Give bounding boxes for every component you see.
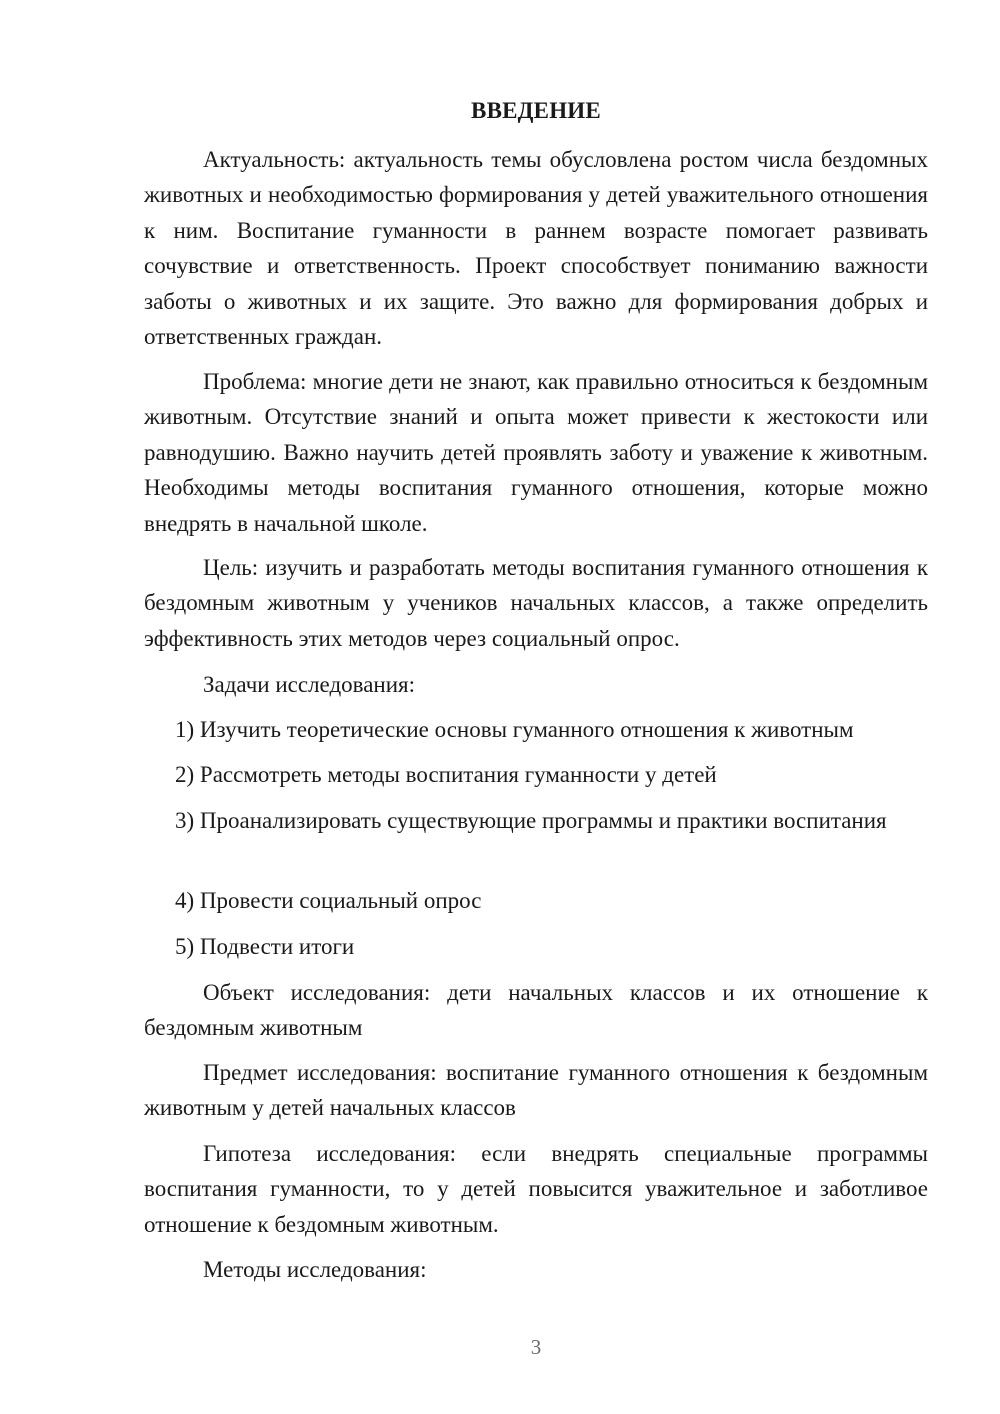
- problem-paragraph: Проблема: многие дети не знают, как правильно относиться к бездомным животным. Отсутствие знаний и опыта может привести к жестокости или равнодушию. Важно научить детей проявлять заботу и уважение к животным. Необходимы методы воспитания гуманного отношения, которые можно внедрять в начальной школе.: [144, 369, 928, 536]
- tasks-title: Задачи исследования:: [203, 672, 416, 697]
- relevance-paragraph: Актуальность: актуальность темы обусловлена ростом числа бездомных животных и необходимостью формирования у детей уважительного отношения к ним. Воспитание гуманности в раннем возрасте помогает развивать сочувствие и ответственность. Проект способствует пониманию важности заботы о животных и их защите. Это важно для формирования добрых и ответственных граждан.: [144, 147, 928, 350]
- task-item-4: 4) Провести социальный опрос: [175, 888, 482, 913]
- task-item-2: 2) Рассмотреть методы воспитания гуманности у детей: [175, 762, 717, 787]
- methods-title: Методы исследования:: [203, 1257, 427, 1282]
- hypothesis-paragraph: Гипотеза исследования: если внедрять специальные программы воспитания гуманности, то у детей повысится уважительное и заботливое отношение к бездомным животным.: [144, 1141, 928, 1237]
- task-item-3: 3) Проанализировать существующие программы и практики воспитания: [175, 808, 887, 833]
- goal-paragraph: Цель: изучить и разработать методы воспитания гуманного отношения к бездомным животным у учеников начальных классов, а также определить эффективность этих методов через социальный опрос.: [144, 555, 928, 651]
- subject-paragraph: Предмет исследования: воспитание гуманного отношения к бездомным животным у детей начальных классов: [144, 1060, 928, 1121]
- task-item-1: 1) Изучить теоретические основы гуманного отношения к животным: [175, 717, 854, 742]
- section-heading: ВВЕДЕНИЕ: [471, 98, 601, 123]
- object-paragraph: Объект исследования: дети начальных классов и их отношение к бездомным животным: [144, 980, 928, 1041]
- page-number: 3: [530, 1335, 542, 1359]
- task-item-5: 5) Подвести итоги: [175, 934, 355, 959]
